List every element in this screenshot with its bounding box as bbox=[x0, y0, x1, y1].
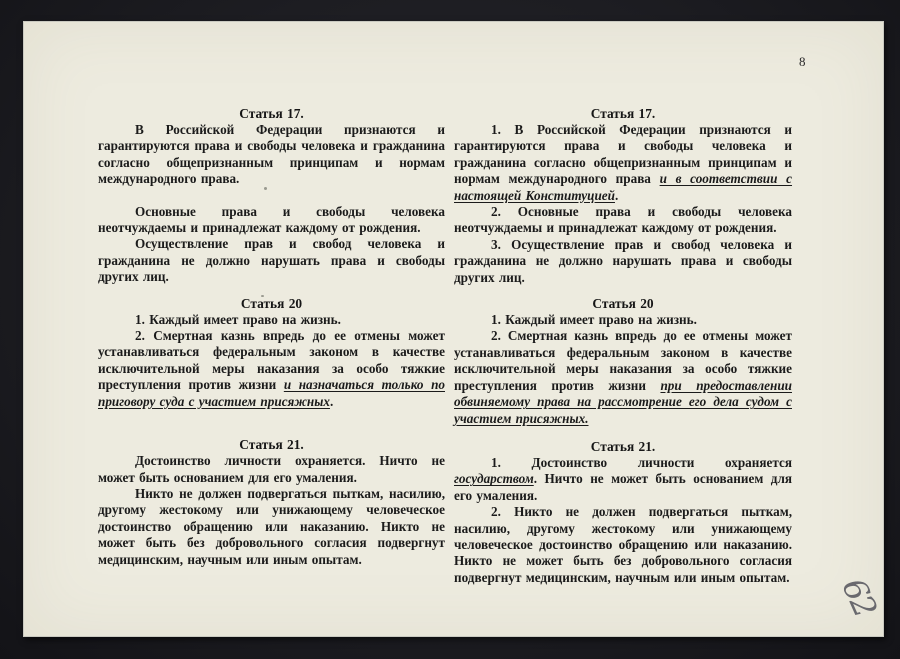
article-20-paragraph-1-right: 1. Каждый имеет право на жизнь. bbox=[491, 312, 697, 328]
paragraph-text: . Ничто не может быть основанием для его умаления. bbox=[454, 471, 792, 503]
paragraph-text: 1. Достоинство личности охраняется bbox=[491, 454, 792, 470]
article-20-heading-right: Статья 20 bbox=[592, 296, 654, 312]
amendment-underlined-text: и в соответствии с настоящей Конституцией bbox=[454, 171, 793, 203]
amendment-underlined-text: при предоставлении обвиняемому права на рассмотрение его дела судом с участием присяжных. bbox=[454, 377, 792, 426]
article-21-paragraph-2-left: Никто не должен подвергаться пыткам, насилию, другому жестокому или унижающему человеческое достоинство обращению или наказанию. Никто не может быть без добровольного согласия подвергнут медицинским, научным или иным опытам. bbox=[98, 485, 445, 567]
article-17-paragraph-1-left: В Российской Федерации признаются и гарантируются права и свободы человека и гражданина согласно общепризнанным принципам и нормам международного права. bbox=[98, 122, 445, 187]
page-number: 8 bbox=[799, 54, 806, 69]
article-17-heading-left: Статья 17. bbox=[239, 106, 304, 121]
article-21-heading-left: Статья 21. bbox=[239, 437, 304, 453]
article-17-paragraph-2-right: 2. Основные права и свободы человека неотчуждаемы и принадлежат каждому от рождения. bbox=[454, 204, 792, 236]
column-left-original-text bbox=[98, 105, 445, 568]
article-20-heading-left: Статья 20 bbox=[240, 295, 303, 311]
paragraph-text: . bbox=[329, 393, 334, 409]
article-20-paragraph-2-right bbox=[454, 328, 792, 426]
paragraph-text: . bbox=[614, 187, 619, 203]
article-17-paragraph-1-right bbox=[454, 122, 792, 204]
article-21-paragraph-1-right bbox=[454, 455, 792, 504]
column-right-amended-text bbox=[454, 105, 792, 586]
paragraph-text: 2. Смертная казнь впредь до ее отмены может устанавливаться федеральным законом в качестве исключительной меры наказания за особо тяжкие преступления против жизни bbox=[98, 328, 445, 393]
paragraph-text: 1. В Российской Федерации признаются и гарантируются права и свободы человека и гражданина согласно общепризнанным принципам и нормам международного права bbox=[454, 122, 792, 187]
amendment-underlined-text: государством bbox=[454, 471, 534, 487]
amendment-underlined-text: и назначаться только по приговору суда с участием присяжных bbox=[98, 377, 445, 409]
article-21-paragraph-2-right: 2. Никто не должен подвергаться пыткам, насилию, другому жестокому или унижающему человеческое достоинство обращению или наказанию. Никто не может быть без добровольного согласия подвергнут медицинским, научным или иным опытам. bbox=[454, 504, 792, 585]
document-page bbox=[23, 21, 884, 637]
blank-line bbox=[98, 188, 445, 204]
article-17-paragraph-3-right: 3. Осуществление прав и свобод человека и гражданина не должно нарушать права и свободы других лиц. bbox=[454, 236, 792, 285]
handwritten-annotation: 62 bbox=[834, 572, 885, 622]
article-17-heading-right: Статья 17. bbox=[590, 106, 656, 121]
article-21-heading-right: Статья 21. bbox=[590, 438, 656, 454]
article-20-paragraph-1-left: 1. Каждый имеет право на жизнь. bbox=[135, 311, 341, 327]
article-17-paragraph-2-left: Основные права и свободы человека неотчуждаемы и принадлежат каждому от рождения. bbox=[98, 203, 445, 236]
paragraph-text: 2. Смертная казнь впредь до ее отмены может устанавливаться федеральным законом в качестве исключительной меры наказания за особо тяжкие преступления против жизни bbox=[454, 328, 792, 393]
article-17-paragraph-3-left: Осуществление прав и свобод человека и гражданина не должно нарушать права и свободы других лиц. bbox=[98, 236, 445, 285]
article-20-paragraph-2-left bbox=[98, 328, 445, 410]
article-21-paragraph-1-left: Достоинство личности охраняется. Ничто не может быть основанием для его умаления. bbox=[98, 453, 445, 485]
